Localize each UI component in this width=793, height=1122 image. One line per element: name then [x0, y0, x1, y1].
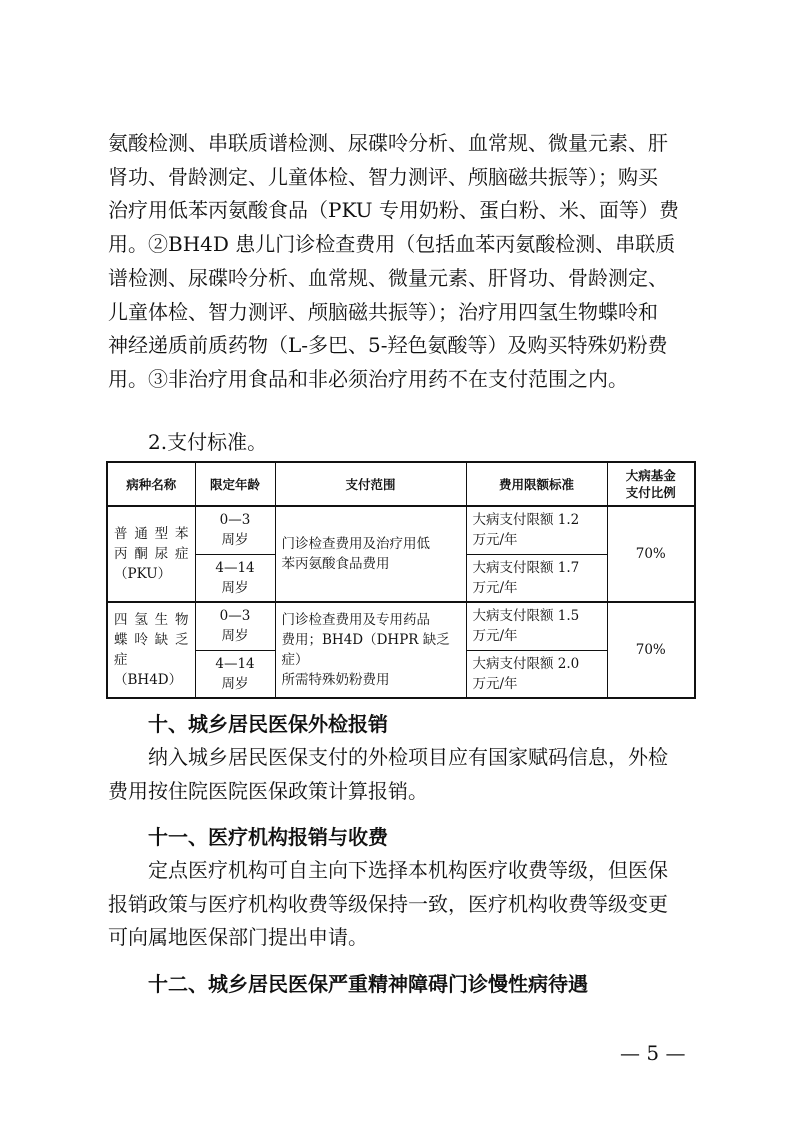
intro-line: 谱检测、尿碟呤分析、血常规、微量元素、肝肾功、骨龄测定、: [108, 265, 668, 290]
ratio-cell: 70%: [607, 506, 695, 602]
age-cell: 4—14 周岁: [195, 554, 275, 602]
page-number: — 5 —: [620, 1041, 686, 1065]
intro-line: 肾功、骨龄测定、儿童体检、智力测评、颅脑磁共振等）；购买: [108, 164, 658, 189]
disease-name-cell: 普通型苯 丙酮尿症 （PKU）: [107, 506, 195, 602]
table-row: [107, 602, 695, 650]
section-11-heading: 十一、医疗机构报销与收费: [148, 825, 388, 849]
intro-line: 神经递质前质药物（L-多巴、5-羟色氨酸等）及购买特殊奶粉费: [108, 333, 668, 358]
header-age: 限定年龄: [195, 462, 275, 506]
payment-standard-table: [106, 461, 696, 699]
limit-cell: 大病支付限额 1.7 万元/年: [466, 554, 607, 602]
scope-cell: 门诊检查费用及治疗用低 苯丙氨酸食品费用: [275, 506, 466, 602]
disease-name-cell: 四氢生物 蝶呤缺乏 症（BH4D）: [107, 602, 195, 698]
intro-line: 儿童体检、智力测评、颅脑磁共振等）；治疗用四氢生物蝶呤和: [108, 299, 658, 324]
section-10-paragraph: [108, 741, 692, 808]
age-cell: 4—14 周岁: [195, 650, 275, 698]
payment-standard-subheading: 2.支付标准。: [148, 430, 268, 454]
header-disease: 病种名称: [107, 462, 195, 506]
section-11-line: 可向属地医保部门提出申请。: [108, 925, 368, 950]
section-11-line: 报销政策与医疗机构收费等级保持一致，医疗机构收费等级变更: [108, 891, 668, 916]
limit-cell: 大病支付限额 1.2 万元/年: [466, 506, 607, 554]
intro-line: 用。③非治疗用食品和非必须治疗用药不在支付范围之内。: [108, 366, 628, 391]
intro-line: 用。②BH4D 患儿门诊检查费用（包括血苯丙氨酸检测、串联质: [108, 232, 676, 257]
intro-line: 氨酸检测、串联质谱检测、尿碟呤分析、血常规、微量元素、肝: [108, 131, 668, 155]
section-12-heading: 十二、城乡居民医保严重精神障碍门诊慢性病待遇: [148, 972, 588, 996]
section-10-line: 纳入城乡居民医保支付的外检项目应有国家赋码信息，外检: [148, 745, 668, 769]
section-11-line: 定点医疗机构可自主向下选择本机构医疗收费等级，但医保: [148, 858, 668, 882]
table-row: [107, 506, 695, 554]
ratio-cell: 70%: [607, 602, 695, 698]
header-limit: 费用限额标准: [466, 462, 607, 506]
intro-line: 治疗用低苯丙氨酸食品（PKU 专用奶粉、蛋白粉、米、面等）费: [108, 198, 679, 223]
table-header-row: [107, 462, 695, 506]
header-ratio: 大病基金 支付比例: [607, 462, 695, 506]
section-10-heading: 十、城乡居民医保外检报销: [148, 712, 388, 736]
header-scope: 支付范围: [275, 462, 466, 506]
age-cell: 0—3 周岁: [195, 506, 275, 554]
limit-cell: 大病支付限额 2.0 万元/年: [466, 650, 607, 698]
section-10-line: 费用按住院医院医保政策计算报销。: [108, 778, 428, 803]
age-cell: 0—3 周岁: [195, 602, 275, 650]
limit-cell: 大病支付限额 1.5 万元/年: [466, 602, 607, 650]
intro-paragraph: [108, 127, 692, 397]
section-11-paragraph: [108, 854, 692, 955]
scope-cell: 门诊检查费用及专用药品 费用；BH4D（DHPR 缺乏症） 所需特殊奶粉费用: [275, 602, 466, 698]
